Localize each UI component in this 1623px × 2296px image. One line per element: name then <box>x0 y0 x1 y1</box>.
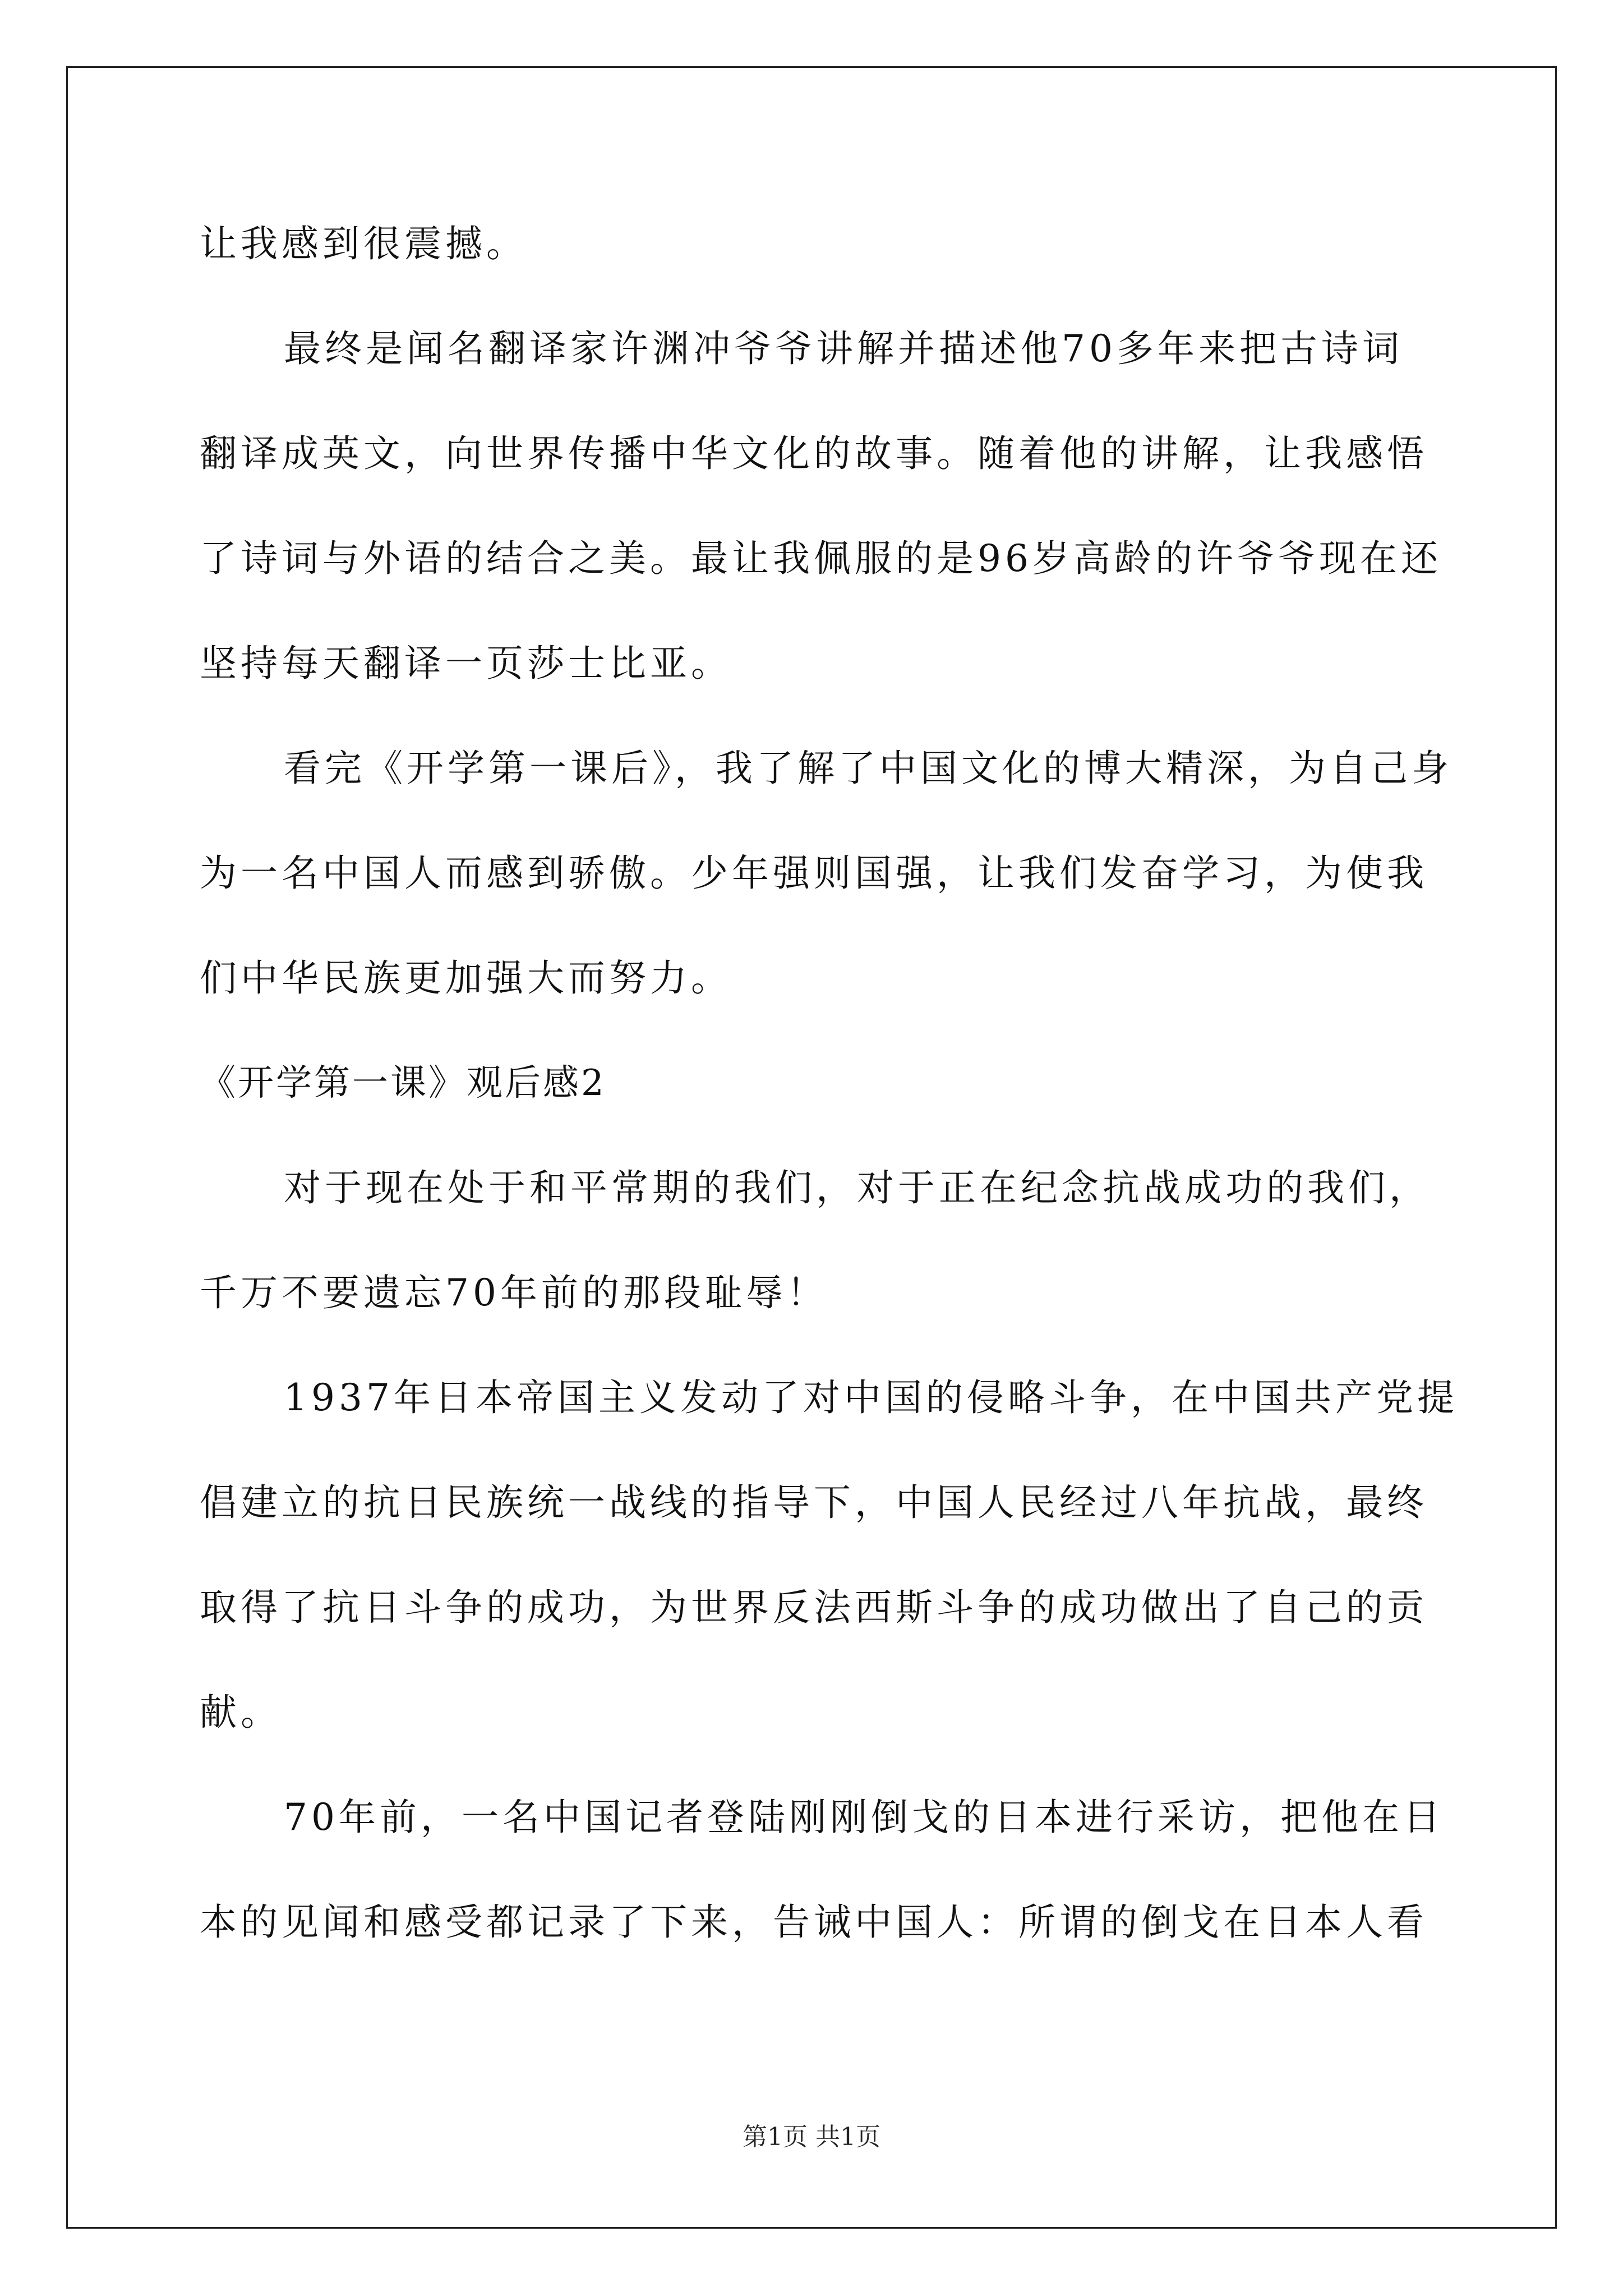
paragraph-line: 本的见闻和感受都记录了下来，告诫中国人：所谓的倒戈在日本人看 <box>200 1901 1428 1944</box>
paragraph-line: 千万不要遗忘70年前的那段耻辱！ <box>200 1271 828 1314</box>
paragraph-line: 对于现在处于和平常期的我们，对于正在纪念抗战成功的我们， <box>284 1166 1430 1209</box>
paragraph-line: 最终是闻名翻译家许渊冲爷爷讲解并描述他70多年来把古诗词 <box>284 327 1403 370</box>
paragraph-line: 翻译成英文，向世界传播中华文化的故事。随着他的讲解，让我感悟 <box>200 432 1428 475</box>
paragraph-line: 坚持每天翻译一页莎士比亚。 <box>200 642 732 685</box>
section-heading: 《开学第一课》观后感2 <box>200 1062 606 1104</box>
paragraph-line: 为一名中国人而感到骄傲。少年强则国强，让我们发奋学习，为使我 <box>200 852 1428 895</box>
paragraph-line: 倡建立的抗日民族统一战线的指导下，中国人民经过八年抗战，最终 <box>200 1481 1428 1524</box>
paragraph-line: 献。 <box>200 1691 282 1734</box>
page-footer: 第1页 共1页 <box>743 2123 880 2151</box>
paragraph-line: 了诗词与外语的结合之美。最让我佩服的是96岁高龄的许爷爷现在还 <box>200 537 1442 580</box>
paragraph-line: 取得了抗日斗争的成功，为世界反法西斯斗争的成功做出了自己的贡 <box>200 1586 1428 1629</box>
paragraph-line: 们中华民族更加强大而努力。 <box>200 956 732 1000</box>
paragraph-line: 1937年日本帝国主义发动了对中国的侵略斗争，在中国共产党提 <box>284 1376 1458 1419</box>
paragraph-line: 看完《开学第一课后》，我了解了中国文化的博大精深，为自己身 <box>284 747 1453 790</box>
paragraph-line: 让我感到很震撼。 <box>200 222 527 265</box>
paragraph-line: 70年前，一名中国记者登陆刚刚倒戈的日本进行采访，把他在日 <box>284 1796 1444 1839</box>
